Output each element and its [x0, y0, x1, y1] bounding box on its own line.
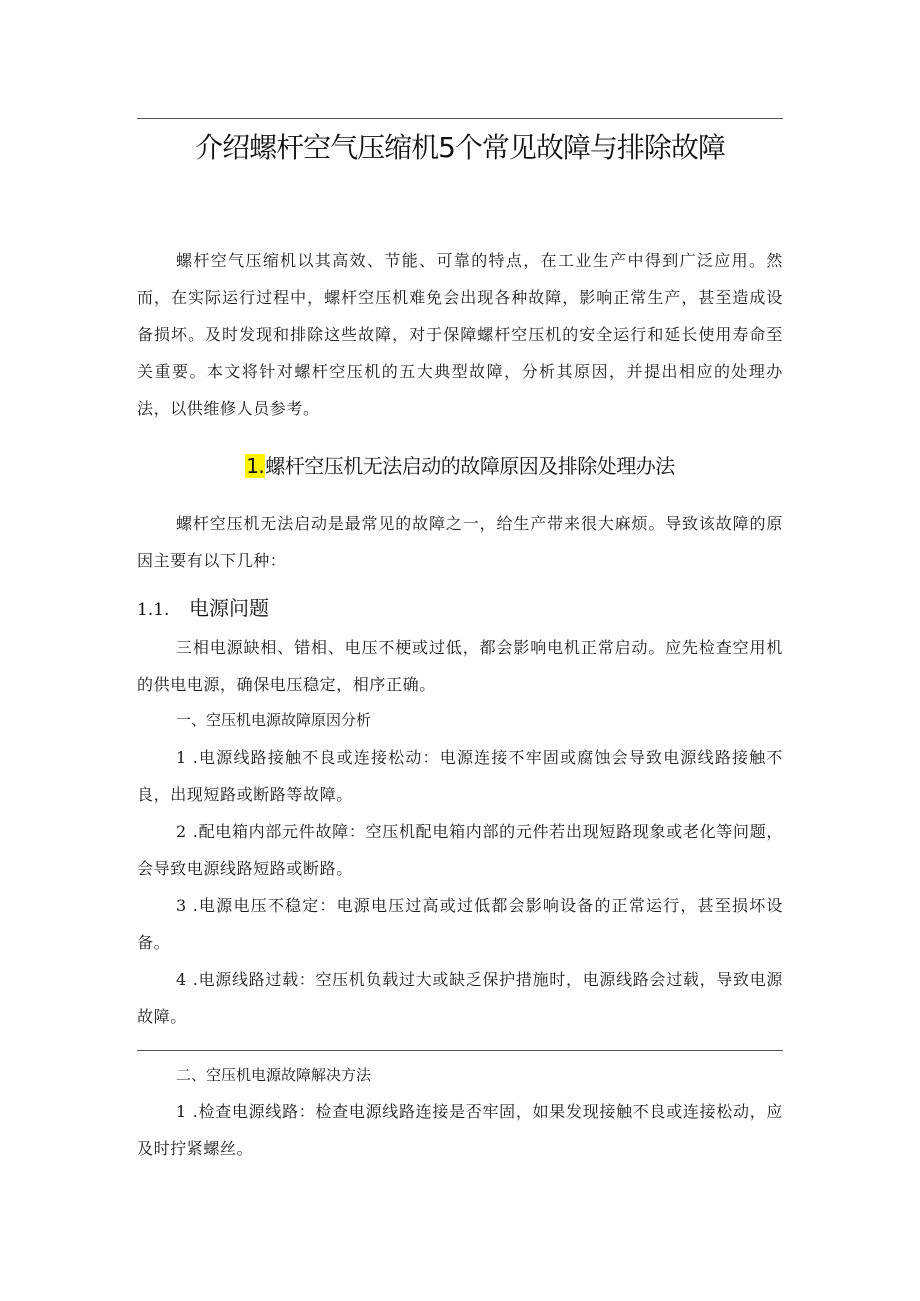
analysis-item-2-number: 2: [176, 822, 187, 841]
section-1-heading: [0, 450, 920, 479]
subsection-title: 电源问题: [189, 596, 269, 620]
analysis-item-4-number: 4: [176, 970, 187, 989]
analysis-item-1-number: 1: [176, 748, 187, 767]
subsection-text: 三相电源缺相、错相、电压不梗或过低，都会影响电机正常启动。应先检查空用机的供电电源，确保电压稳定，相序正确。: [137, 638, 783, 694]
analysis-item-3: [137, 887, 783, 961]
section-1-number: 1.: [246, 454, 265, 478]
analysis-item-4-text: .电源线路过载：空压机负载过大或缺乏保护措施时，电源线路会过载，导致电源故障。: [137, 970, 783, 1026]
analysis-item-4: [137, 961, 783, 1035]
analysis-item-3-text: .电源电压不稳定：电源电压过高或过低都会影响设备的正常运行，甚至损坏设备。: [137, 896, 783, 952]
subsection-heading: [137, 592, 269, 621]
analysis-item-2: [137, 813, 783, 887]
page-break-rule: [137, 1050, 783, 1051]
solutions-item-1: [137, 1093, 783, 1167]
subsection-number: 1.1.: [137, 600, 170, 620]
page-title: 介绍螺杆空气压缩机5个常见故障与排除故障: [195, 131, 725, 164]
solutions-heading: 二、空压机电源故障解决方法: [176, 1066, 372, 1084]
solutions-item-1-number: 1: [176, 1102, 187, 1121]
solutions-item-1-text: .检查电源线路：检查电源线路连接是否牢固，如果发现接触不良或连接松动，应及时拧紧螺丝。: [137, 1102, 783, 1158]
top-rule: [137, 118, 783, 119]
section-1-intro: 螺杆空压机无法启动是最常见的故障之一，给生产带来很大麻烦。导致该故障的原因主要有以下几种：: [137, 514, 783, 570]
analysis-item-1-text: .电源线路接触不良或连接松动：电源连接不牢固或腐蚀会导致电源线路接触不良，出现短路或断路等故障。: [137, 748, 783, 804]
analysis-item-2-text: .配电箱内部元件故障：空压机配电箱内部的元件若出现短路现象或老化等问题，会导致电源线路短路或断路。: [137, 822, 783, 878]
analysis-item-3-number: 3: [176, 896, 187, 915]
analysis-heading: 一、空压机电源故障原因分析: [176, 711, 372, 729]
analysis-item-1: [137, 739, 783, 813]
section-1-title: 螺杆空压机无法启动的故障原因及排除处理办法: [265, 454, 675, 478]
intro-paragraph: 螺杆空气压缩机以其高效、节能、可靠的特点，在工业生产中得到广泛应用。然而，在实际运行过程中，螺杆空压机难免会出现各种故障，影响正常生产，甚至造成设备损坏。及时发现和排除这些故障，对于保障螺杆空压机的安全运行和延长使用寿命至关重要。本文将针对螺杆空压机的五大典型故障，分析其原因，并提出相应的处理办法，以供维修人员参考。: [137, 251, 783, 418]
